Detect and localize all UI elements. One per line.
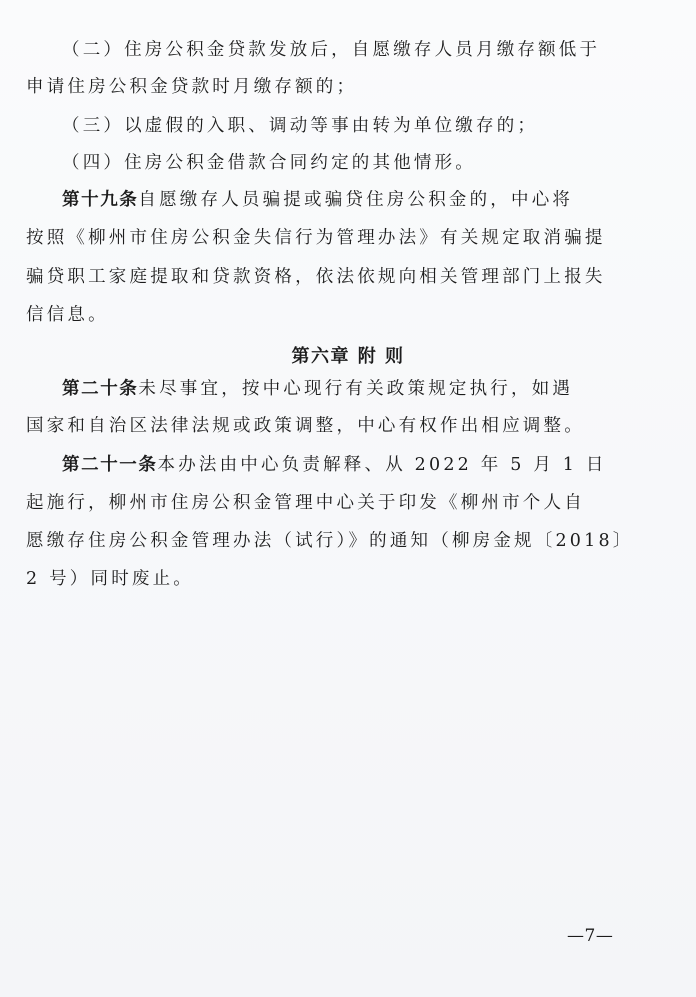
article-19-title: 第十九条 bbox=[62, 190, 139, 210]
article-20-title: 第二十条 bbox=[62, 379, 139, 399]
paragraph-line: 信信息。 bbox=[26, 305, 109, 325]
article-20-text: 未尽事宜，按中心现行有关政策规定执行，如遇 bbox=[138, 379, 574, 399]
chapter-heading: 第六章 附 则 bbox=[291, 346, 405, 367]
article-19-text: 自愿缴存人员骗提或骗贷住房公积金的，中心将 bbox=[138, 190, 574, 210]
paragraph-line: 国家和自治区法律法规或政策调整，中心有权作出相应调整。 bbox=[26, 416, 585, 436]
paragraph-line: 2 号）同时废止。 bbox=[26, 569, 194, 589]
paragraph-line: 按照《柳州市住房公积金失信行为管理办法》有关规定取消骗提 bbox=[26, 228, 606, 248]
article-20-line bbox=[62, 377, 696, 401]
article-21-text: 本办法由中心负责解释、从 2022 年 5 月 1 日 bbox=[157, 455, 607, 475]
paragraph-line: 起施行，柳州市住房公积金管理中心关于印发《柳州市个人自 bbox=[26, 493, 585, 513]
article-21-line bbox=[62, 453, 696, 477]
article-19-line bbox=[62, 188, 696, 212]
paragraph-line: （二）住房公积金贷款发放后，自愿缴存人员月缴存额低于 bbox=[62, 40, 601, 60]
page-number: —7— bbox=[567, 926, 614, 946]
paragraph-line: （四）住房公积金借款合同约定的其他情形。 bbox=[62, 153, 476, 173]
paragraph-line: 申请住房公积金贷款时月缴存额的； bbox=[26, 77, 358, 97]
article-21-title: 第二十一条 bbox=[62, 455, 158, 475]
paragraph-line: （三）以虚假的入职、调动等事由转为单位缴存的； bbox=[62, 116, 539, 136]
paragraph-line: 愿缴存住房公积金管理办法（试行）》的通知（柳房金规〔2018〕 bbox=[26, 531, 634, 551]
paragraph-line: 骗贷职工家庭提取和贷款资格，依法依规向相关管理部门上报失 bbox=[26, 267, 606, 287]
